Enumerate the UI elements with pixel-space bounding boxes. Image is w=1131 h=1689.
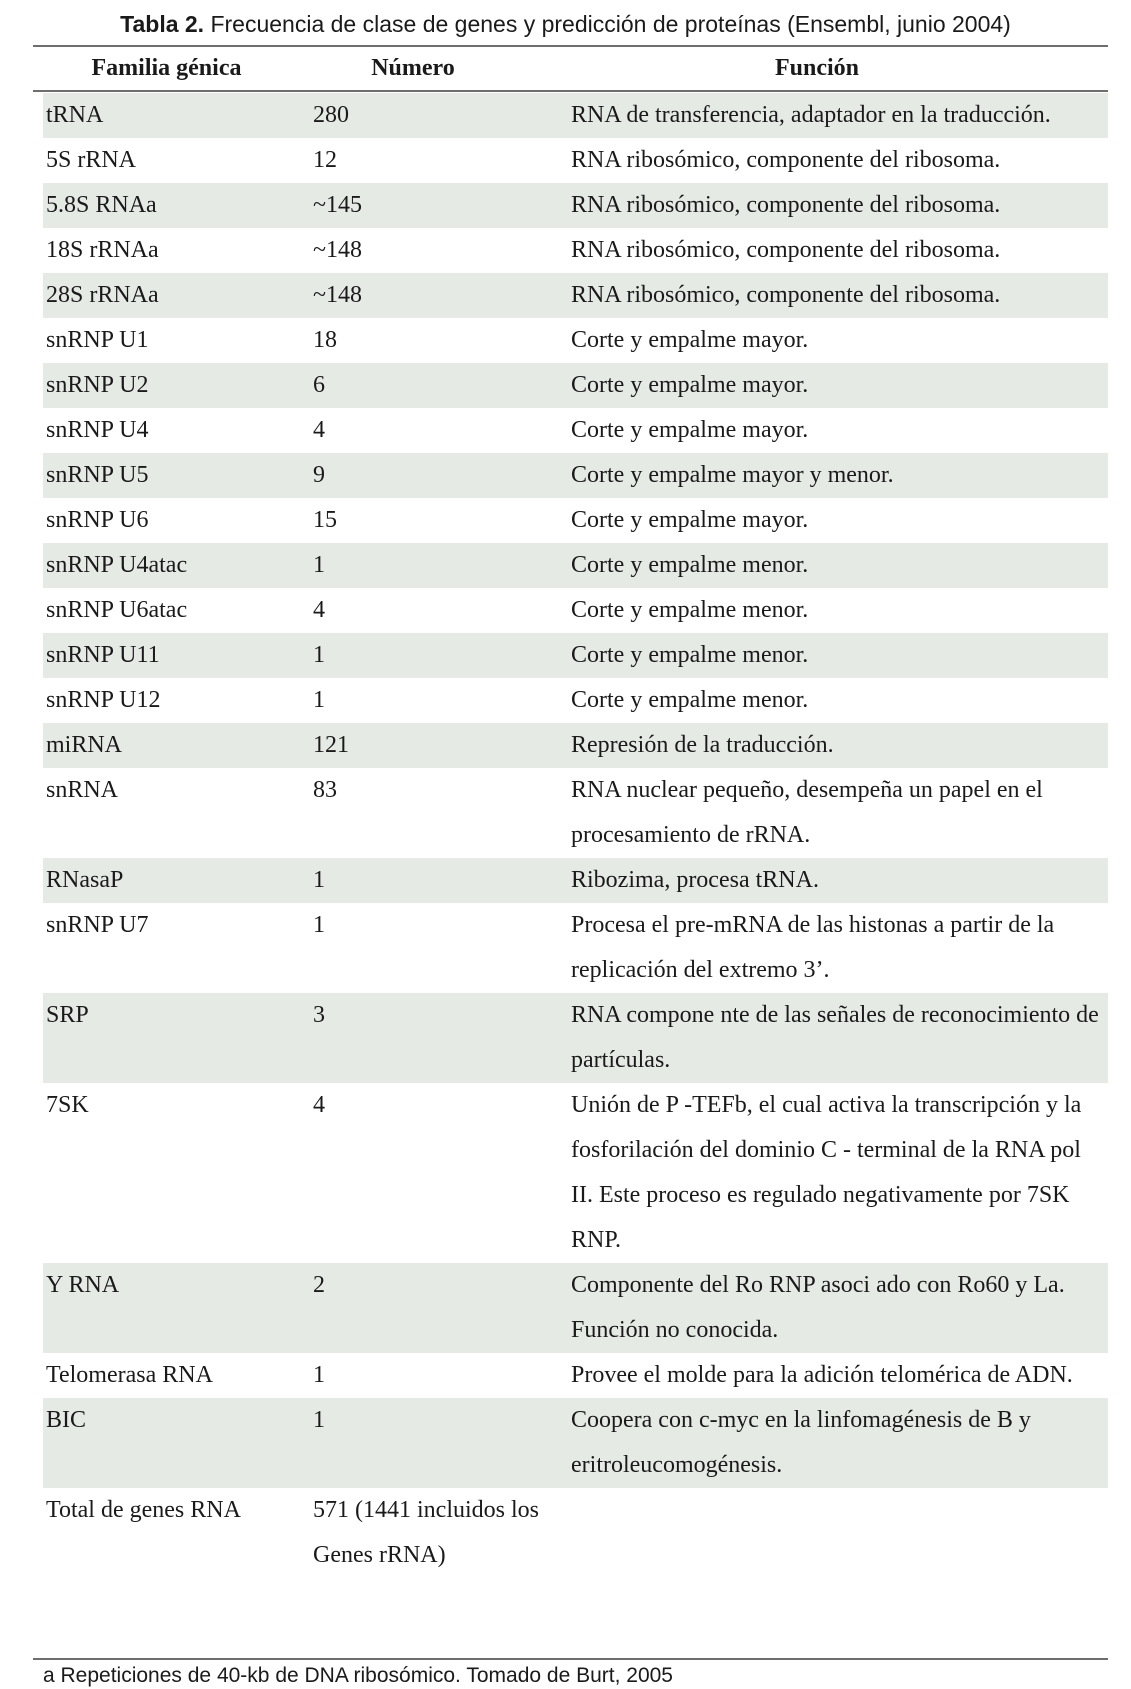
table-row <box>43 1353 1108 1398</box>
table-row <box>43 93 1108 138</box>
cell-function: Corte y empalme menor. <box>571 597 809 623</box>
cell-function: Corte y empalme mayor. <box>571 507 809 533</box>
cell-family: snRNP U4atac <box>46 552 188 578</box>
table-row <box>43 1398 1108 1488</box>
cell-family: snRNP U12 <box>46 687 161 713</box>
table-row <box>43 678 1108 723</box>
cell-number: 121 <box>313 732 349 758</box>
cell-function <box>571 1488 1108 1578</box>
cell-family: Telomerasa RNA <box>46 1362 213 1388</box>
cell-family: snRNP U4 <box>46 417 149 443</box>
table-row <box>43 273 1108 318</box>
table-body <box>33 92 1108 1578</box>
cell-function: Corte y empalme mayor. <box>571 372 809 398</box>
cell-family: snRNP U5 <box>46 462 149 488</box>
cell-function: Corte y empalme menor. <box>571 552 809 578</box>
cell-family: snRNP U6atac <box>46 597 188 623</box>
cell-family: miRNA <box>46 732 123 758</box>
table-row <box>43 858 1108 903</box>
cell-number: 1 <box>313 912 325 938</box>
cell-function: RNA ribosómico, componente del ribosoma. <box>571 192 1001 218</box>
table-row <box>43 183 1108 228</box>
cell-number: 15 <box>313 507 337 533</box>
table-row <box>43 723 1108 768</box>
table-row <box>43 408 1108 453</box>
cell-family: snRNP U6 <box>46 507 149 533</box>
table-row <box>43 498 1108 543</box>
cell-number: ~148 <box>313 237 362 263</box>
table-caption <box>0 9 1131 39</box>
table-row <box>43 1083 1108 1263</box>
table-row <box>43 903 1108 993</box>
cell-family: Y RNA <box>46 1272 120 1298</box>
table-row <box>43 588 1108 633</box>
cell-number: 4 <box>313 597 325 623</box>
cell-family: snRNP U2 <box>46 372 149 398</box>
cell-function: RNA ribosómico, componente del ribosoma. <box>571 147 1001 173</box>
cell-family: snRNP U7 <box>46 912 149 938</box>
cell-number: 1 <box>313 867 325 893</box>
table-header <box>33 47 1108 90</box>
cell-family: snRNP U11 <box>46 642 160 668</box>
cell-function: RNA ribosómico, componente del ribosoma. <box>571 237 1001 263</box>
cell-function: Componente del Ro RNP asoci ado con Ro60 y La. Función no conocida. <box>571 1272 1065 1343</box>
cell-function: Corte y empalme mayor. <box>571 417 809 443</box>
cell-number: 1 <box>313 552 325 578</box>
table-row <box>43 363 1108 408</box>
cell-family: 28S rRNAa <box>46 282 159 308</box>
cell-number: 3 <box>313 1002 325 1028</box>
cell-family: Total de genes RNA <box>46 1497 241 1523</box>
cell-family: SRP <box>46 1002 89 1028</box>
cell-number: 12 <box>313 147 337 173</box>
cell-number: 4 <box>313 1092 325 1118</box>
cell-function: Unión de P -TEFb, el cual activa la transcripción y la fosforilación del dominio C - terminal de la RNA pol II. Este proceso es regulado negativamente por 7SK RNP. <box>571 1092 1082 1253</box>
cell-family: 7SK <box>46 1092 89 1118</box>
cell-family: RNasaP <box>46 867 124 893</box>
cell-function: Ribozima, procesa tRNA. <box>571 867 819 893</box>
header-family: Familia génica <box>91 55 242 81</box>
bottom-rule <box>33 1658 1108 1660</box>
cell-function: Provee el molde para la adición telomérica de ADN. <box>571 1362 1073 1388</box>
header-function: Función <box>774 55 860 81</box>
table-row <box>43 1488 1108 1578</box>
cell-number: 1 <box>313 1407 325 1433</box>
caption-text: Frecuencia de clase de genes y predicción de proteínas (Ensembl, junio 2004) <box>210 11 1011 37</box>
table-row <box>43 453 1108 498</box>
cell-function: RNA compone nte de las señales de reconocimiento de partículas. <box>571 1002 1099 1073</box>
table-row <box>43 543 1108 588</box>
cell-number: ~145 <box>313 192 362 218</box>
cell-function: Corte y empalme mayor y menor. <box>571 462 894 488</box>
cell-function: Corte y empalme mayor. <box>571 327 809 353</box>
cell-number: 18 <box>313 327 337 353</box>
cell-family: 5S rRNA <box>46 147 137 173</box>
cell-function: RNA ribosómico, componente del ribosoma. <box>571 282 1001 308</box>
cell-number: 4 <box>313 417 325 443</box>
caption-label: Tabla 2. <box>120 11 205 37</box>
cell-number: 9 <box>313 462 325 488</box>
cell-family: 18S rRNAa <box>46 237 159 263</box>
footnote: a Repeticiones de 40-kb de DNA ribosómico. Tomado de Burt, 2005 <box>43 1664 673 1687</box>
cell-function: Procesa el pre-mRNA de las histonas a partir de la replicación del extremo 3’. <box>571 912 1055 983</box>
cell-family: snRNP U1 <box>46 327 149 353</box>
table-row <box>43 633 1108 678</box>
cell-number: 1 <box>313 1362 325 1388</box>
table-row <box>43 993 1108 1083</box>
cell-number: 1 <box>313 687 325 713</box>
table-row <box>43 1263 1108 1353</box>
cell-family: tRNA <box>46 102 104 128</box>
cell-function: RNA de transferencia, adaptador en la traducción. <box>571 102 1051 128</box>
table-row <box>43 228 1108 273</box>
header-number: Número <box>371 55 455 81</box>
cell-function: Coopera con c-myc en la linfomagénesis de B y eritroleucomogénesis. <box>571 1407 1031 1478</box>
cell-function: RNA nuclear pequeño, desempeña un papel en el procesamiento de rRNA. <box>571 777 1043 848</box>
cell-number: 6 <box>313 372 325 398</box>
cell-family: 5.8S RNAa <box>46 192 157 218</box>
gene-table <box>33 45 1108 1578</box>
cell-family: snRNA <box>46 777 119 803</box>
cell-number: 280 <box>313 102 349 128</box>
cell-function: Represión de la traducción. <box>571 732 834 758</box>
table-row <box>43 768 1108 858</box>
table-row <box>43 318 1108 363</box>
cell-number: 1 <box>313 642 325 668</box>
cell-function: Corte y empalme menor. <box>571 687 809 713</box>
cell-family: BIC <box>46 1407 87 1433</box>
cell-function: Corte y empalme menor. <box>571 642 809 668</box>
cell-number: 2 <box>313 1272 325 1298</box>
table-row <box>43 138 1108 183</box>
cell-number: ~148 <box>313 282 362 308</box>
cell-number: 83 <box>313 777 337 803</box>
cell-number: 571 (1441 incluidos los Genes rRNA) <box>313 1497 539 1568</box>
